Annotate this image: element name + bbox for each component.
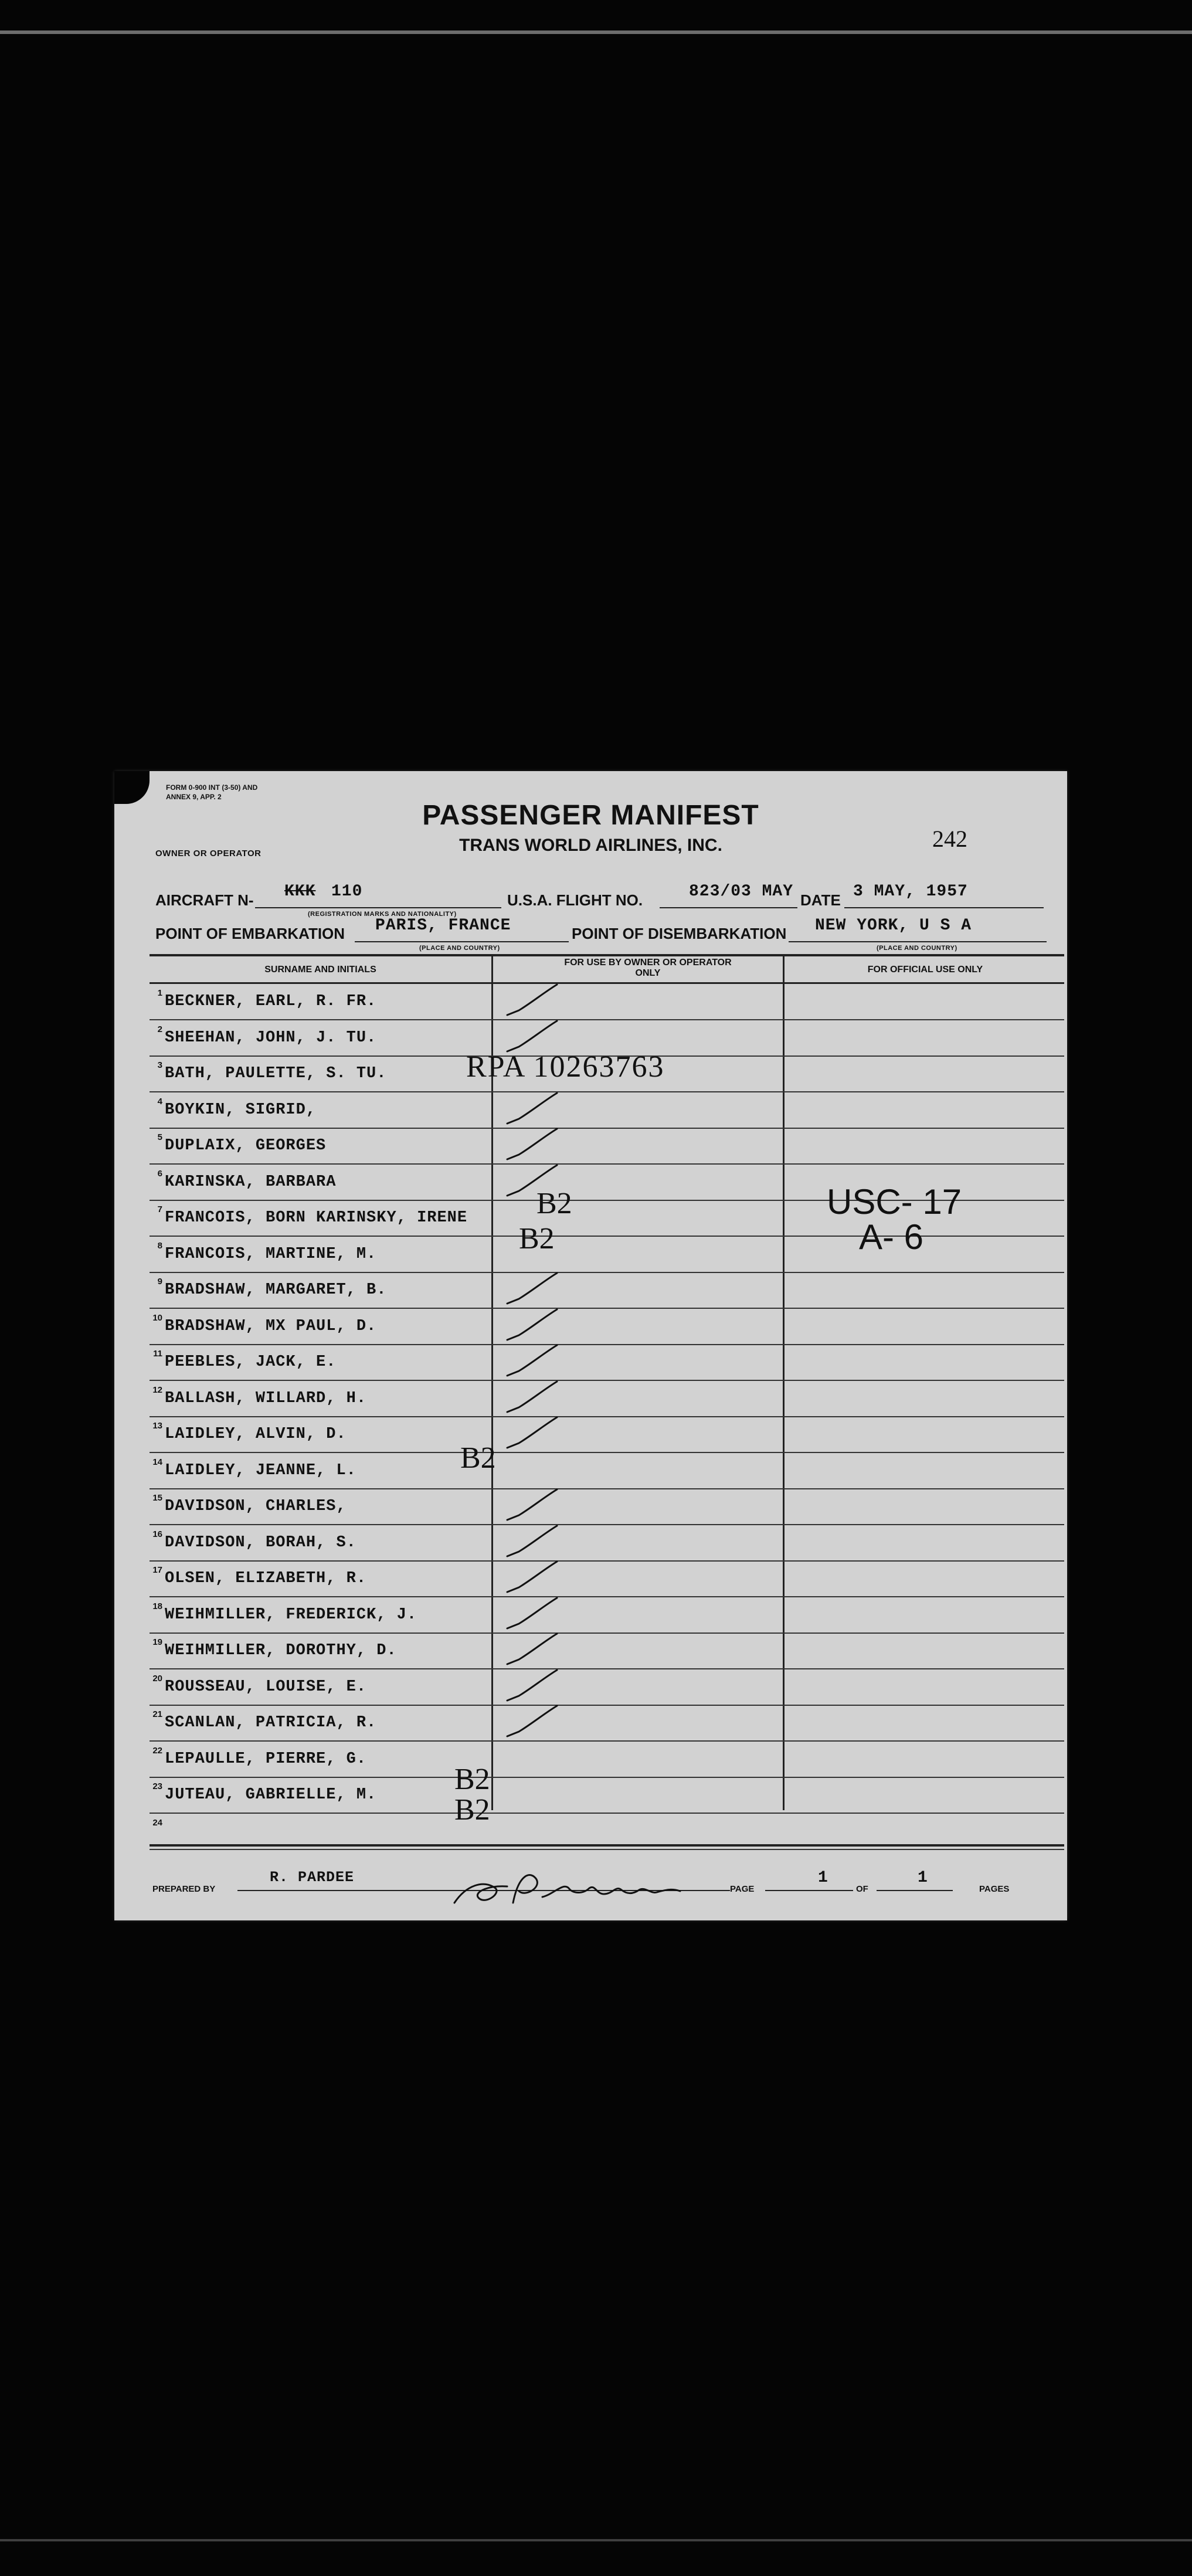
of-value: 1 bbox=[918, 1869, 928, 1887]
passenger-name: BRADSHAW, MX PAUL, D. bbox=[165, 1317, 377, 1335]
passenger-name: ROUSSEAU, LOUISE, E. bbox=[165, 1678, 367, 1696]
row-number: 3 bbox=[157, 1060, 162, 1070]
manifest-sheet bbox=[114, 771, 1067, 1920]
row-number: 7 bbox=[157, 1204, 162, 1214]
film-edge-bottom bbox=[0, 2539, 1192, 2541]
passenger-name: LEPAULLE, PIERRE, G. bbox=[165, 1750, 367, 1768]
row-number: 11 bbox=[153, 1349, 162, 1359]
passenger-name: FRANCOIS, BORN KARINSKY, IRENE bbox=[165, 1209, 468, 1227]
row-number: 15 bbox=[152, 1493, 162, 1503]
date-value: 3 MAY, 1957 bbox=[853, 883, 968, 901]
document-title: PASSENGER MANIFEST bbox=[422, 800, 759, 831]
passenger-name: WEIHMILLER, FREDERICK, J. bbox=[165, 1606, 417, 1624]
table-row bbox=[150, 1741, 1064, 1778]
page-label: PAGE bbox=[730, 1884, 755, 1894]
table-row bbox=[150, 1308, 1064, 1345]
row-number: 20 bbox=[152, 1673, 162, 1684]
row-number: 6 bbox=[157, 1168, 162, 1179]
passenger-name: OLSEN, ELIZABETH, R. bbox=[165, 1570, 367, 1587]
table-row bbox=[150, 1777, 1064, 1814]
table-row bbox=[150, 983, 1064, 1020]
date-label: DATE bbox=[800, 891, 841, 909]
passenger-name: BOYKIN, SIGRID, bbox=[165, 1101, 317, 1119]
owner-mark-row-3: RPA 10263763 bbox=[466, 1050, 665, 1084]
passenger-name: PEEBLES, JACK, E. bbox=[165, 1353, 337, 1371]
disembarkation-caption: (PLACE AND COUNTRY) bbox=[877, 945, 957, 952]
passenger-name: LAIDLEY, JEANNE, L. bbox=[165, 1461, 356, 1479]
aircraft-underline bbox=[255, 907, 501, 908]
row-number: 10 bbox=[152, 1312, 162, 1323]
owner-mark-row-7: B2 bbox=[536, 1187, 572, 1220]
passenger-name: SHEEHAN, JOHN, J. TU. bbox=[165, 1029, 377, 1047]
passenger-name: BALLASH, WILLARD, H. bbox=[165, 1389, 367, 1407]
signature-image bbox=[443, 1862, 701, 1915]
table-row bbox=[150, 1669, 1064, 1706]
passenger-name: JUTEAU, GABRIELLE, M. bbox=[165, 1786, 377, 1804]
flight-label: U.S.A. FLIGHT NO. bbox=[507, 891, 643, 909]
aircraft-label: AIRCRAFT N- bbox=[155, 891, 254, 909]
table-row bbox=[150, 1344, 1064, 1381]
official-use-column-header: FOR OFFICIAL USE ONLY bbox=[867, 965, 983, 975]
row-number: 1 bbox=[157, 988, 162, 998]
passenger-name: DUPLAIX, GEORGES bbox=[165, 1137, 327, 1155]
row-number: 21 bbox=[152, 1709, 162, 1719]
prepared-by-label: PREPARED BY bbox=[152, 1884, 216, 1894]
disembarkation-value: NEW YORK, U S A bbox=[815, 917, 972, 935]
owner-label: OWNER OR OPERATOR bbox=[155, 849, 262, 858]
table-row bbox=[150, 1597, 1064, 1634]
embarkation-label: POINT OF EMBARKATION bbox=[155, 925, 345, 942]
pages-label: PAGES bbox=[979, 1884, 1010, 1894]
row-number: 8 bbox=[157, 1240, 162, 1251]
passenger-name: BATH, PAULETTE, S. TU. bbox=[165, 1065, 387, 1082]
surname-column-header: SURNAME AND INITIALS bbox=[264, 965, 376, 975]
table-row bbox=[150, 1416, 1064, 1453]
owner-mark-row-14: B2 bbox=[460, 1441, 496, 1475]
passenger-name: BECKNER, EARL, R. FR. bbox=[165, 993, 377, 1010]
row-number: 4 bbox=[157, 1096, 162, 1107]
table-row bbox=[150, 1560, 1064, 1597]
page-underline bbox=[765, 1890, 853, 1891]
passenger-name: KARINSKA, BARBARA bbox=[165, 1173, 337, 1191]
passenger-name: WEIHMILLER, DOROTHY, D. bbox=[165, 1642, 397, 1659]
row-number: 13 bbox=[152, 1421, 162, 1431]
table-row bbox=[150, 1092, 1064, 1129]
embarkation-value: PARIS, FRANCE bbox=[375, 917, 511, 935]
date-underline bbox=[844, 907, 1044, 908]
table-row bbox=[150, 1705, 1064, 1742]
table-row bbox=[150, 1236, 1064, 1273]
official-mark-row-7: USC- 17 bbox=[827, 1182, 962, 1221]
row-number: 2 bbox=[157, 1024, 162, 1034]
row-number: 22 bbox=[152, 1745, 162, 1756]
passenger-name: BRADSHAW, MARGARET, B. bbox=[165, 1281, 387, 1299]
passenger-name: LAIDLEY, ALVIN, D. bbox=[165, 1426, 347, 1443]
film-edge-top bbox=[0, 30, 1192, 34]
row-number: 18 bbox=[152, 1601, 162, 1611]
checkmark-icon bbox=[501, 1695, 560, 1742]
embarkation-underline bbox=[355, 941, 569, 942]
row-number: 9 bbox=[157, 1277, 162, 1287]
aircraft-value: 110 bbox=[331, 883, 363, 901]
airline-name: TRANS WORLD AIRLINES, INC. bbox=[459, 836, 722, 855]
row-number: 5 bbox=[157, 1132, 162, 1142]
table-bottom-border bbox=[150, 1844, 1064, 1847]
form-reference: FORM 0-900 INT (3-50) AND ANNEX 9, APP. 2 bbox=[166, 783, 258, 801]
passenger-name: FRANCOIS, MARTINE, M. bbox=[165, 1245, 377, 1263]
table-top-border bbox=[150, 954, 1064, 956]
flight-value: 823/03 MAY bbox=[689, 883, 794, 901]
table-row bbox=[150, 1525, 1064, 1562]
passenger-name: SCANLAN, PATRICIA, R. bbox=[165, 1714, 377, 1732]
row-number: 16 bbox=[152, 1529, 162, 1539]
table-row bbox=[150, 1633, 1064, 1669]
registration-caption: (REGISTRATION MARKS AND NATIONALITY) bbox=[308, 911, 457, 918]
row-number: 19 bbox=[152, 1637, 162, 1647]
passenger-name: DAVIDSON, BORAH, S. bbox=[165, 1533, 356, 1552]
table-row bbox=[150, 1128, 1064, 1165]
embarkation-caption: (PLACE AND COUNTRY) bbox=[419, 945, 500, 952]
disembarkation-underline bbox=[789, 941, 1047, 942]
owner-mark-row-22: B2 bbox=[454, 1763, 490, 1796]
prepared-by-value: R. PARDEE bbox=[270, 1869, 355, 1886]
row-number: 24 bbox=[152, 1817, 162, 1828]
row-number: 14 bbox=[152, 1457, 162, 1467]
owner-mark-row-23: B2 bbox=[454, 1793, 490, 1827]
table-row bbox=[150, 1488, 1064, 1525]
flight-underline bbox=[660, 907, 797, 908]
page-value: 1 bbox=[818, 1869, 828, 1887]
sheet-number: 242 bbox=[932, 826, 967, 852]
of-underline bbox=[877, 1890, 953, 1891]
row-number: 23 bbox=[152, 1781, 162, 1791]
row-number: 12 bbox=[152, 1384, 162, 1395]
owner-use-column-header: FOR USE BY OWNER OR OPERATOR ONLY bbox=[564, 958, 732, 978]
disembarkation-label: POINT OF DISEMBARKATION bbox=[572, 925, 787, 942]
passenger-name: DAVIDSON, CHARLES, bbox=[165, 1498, 347, 1515]
of-label: OF bbox=[856, 1884, 868, 1894]
aircraft-struck-value: KKK bbox=[284, 883, 316, 901]
row-number: 17 bbox=[152, 1565, 162, 1575]
table-row bbox=[150, 1272, 1064, 1309]
table-row bbox=[150, 1452, 1064, 1489]
official-mark-row-8: A- 6 bbox=[859, 1217, 924, 1257]
table-row bbox=[150, 1380, 1064, 1417]
owner-mark-row-8: B2 bbox=[519, 1222, 555, 1255]
checkmark-icon bbox=[501, 1407, 560, 1454]
